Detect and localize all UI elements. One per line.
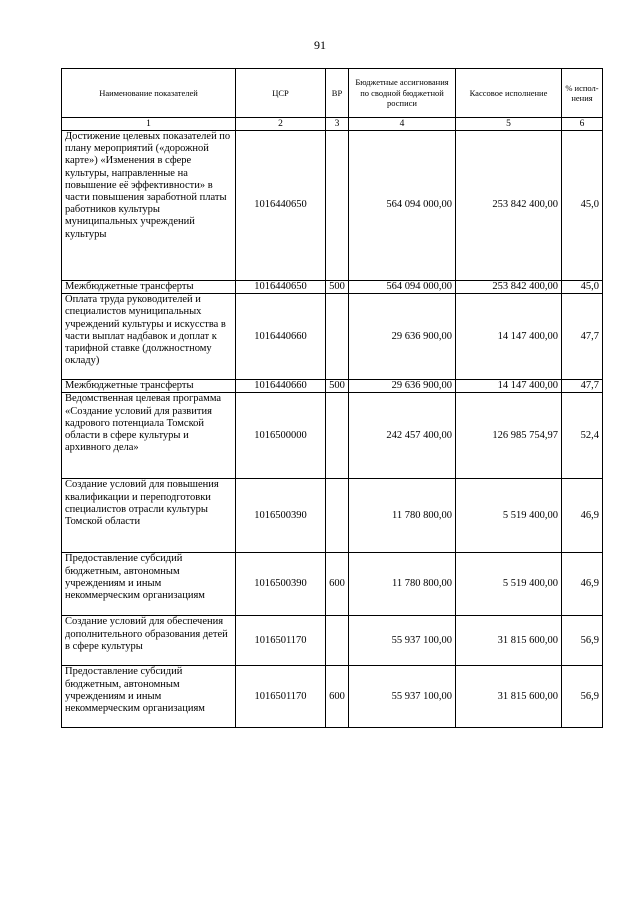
table-row: [62, 553, 603, 616]
header-cash: Кассовое исполнение: [456, 69, 562, 118]
table-row: [62, 294, 603, 380]
indicator-name: Создание условий для повышения квалификации и переподготовки специалистов отрасли культуры Томской области: [62, 479, 236, 553]
percent-value: 45,0: [562, 281, 603, 294]
csr-code: 1016440650: [236, 131, 326, 281]
percent-value: 45,0: [562, 131, 603, 281]
indicator-name: Предоставление субсидий бюджетным, автономным учреждениям и иным некоммерческим организациям: [62, 553, 236, 616]
percent-value: 47,7: [562, 380, 603, 393]
percent-value: 47,7: [562, 294, 603, 380]
budget-execution-table: [61, 68, 603, 728]
column-number-row: [62, 118, 603, 131]
budget-amount: 242 457 400,00: [349, 393, 456, 479]
percent-value: 56,9: [562, 616, 603, 666]
percent-value: 46,9: [562, 553, 603, 616]
budget-amount: 55 937 100,00: [349, 616, 456, 666]
page-number: 91: [314, 38, 326, 52]
budget-amount: 29 636 900,00: [349, 294, 456, 380]
vr-code: [326, 393, 349, 479]
budget-amount: 29 636 900,00: [349, 380, 456, 393]
vr-code: 500: [326, 281, 349, 294]
cash-amount: 5 519 400,00: [456, 553, 562, 616]
column-number: 5: [456, 118, 562, 131]
table-row: [62, 479, 603, 553]
vr-code: [326, 131, 349, 281]
column-number: 2: [236, 118, 326, 131]
header-percent: % испол-нения: [562, 69, 603, 118]
cash-amount: 253 842 400,00: [456, 131, 562, 281]
indicator-name: Ведомственная целевая программа «Создание условий для развития кадрового потенциала Томской области в сфере культуры и архивного дела»: [62, 393, 236, 479]
header-budget: Бюджетные ассигнования по сводной бюджетной росписи: [349, 69, 456, 118]
budget-amount: 11 780 800,00: [349, 553, 456, 616]
indicator-name: Межбюджетные трансферты: [62, 380, 236, 393]
csr-code: 1016440660: [236, 380, 326, 393]
percent-value: 52,4: [562, 393, 603, 479]
cash-amount: 5 519 400,00: [456, 479, 562, 553]
indicator-name: Оплата труда руководителей и специалистов муниципальных учреждений культуры и искусства в части выплат надбавок и доплат к тарифной ставке (должностному окладу): [62, 294, 236, 380]
csr-code: 1016440650: [236, 281, 326, 294]
table-row: [62, 380, 603, 393]
csr-code: 1016500390: [236, 479, 326, 553]
budget-amount: 11 780 800,00: [349, 479, 456, 553]
csr-code: 1016501170: [236, 666, 326, 728]
vr-code: [326, 479, 349, 553]
csr-code: 1016500390: [236, 553, 326, 616]
vr-code: 600: [326, 553, 349, 616]
csr-code: 1016500000: [236, 393, 326, 479]
table-header-row: [62, 69, 603, 118]
vr-code: [326, 294, 349, 380]
percent-value: 56,9: [562, 666, 603, 728]
header-vr: ВР: [326, 69, 349, 118]
budget-amount: 55 937 100,00: [349, 666, 456, 728]
column-number: 3: [326, 118, 349, 131]
vr-code: [326, 616, 349, 666]
column-number: 6: [562, 118, 603, 131]
vr-code: 500: [326, 380, 349, 393]
cash-amount: 14 147 400,00: [456, 380, 562, 393]
indicator-name: Межбюджетные трансферты: [62, 281, 236, 294]
csr-code: 1016440660: [236, 294, 326, 380]
column-number: 4: [349, 118, 456, 131]
budget-amount: 564 094 000,00: [349, 281, 456, 294]
cash-amount: 253 842 400,00: [456, 281, 562, 294]
header-name: Наименование показателей: [62, 69, 236, 118]
cash-amount: 31 815 600,00: [456, 666, 562, 728]
cash-amount: 31 815 600,00: [456, 616, 562, 666]
table-row: [62, 666, 603, 728]
budget-amount: 564 094 000,00: [349, 131, 456, 281]
indicator-name: Предоставление субсидий бюджетным, автономным учреждениям и иным некоммерческим организациям: [62, 666, 236, 728]
indicator-name: Создание условий для обеспечения дополнительного образования детей в сфере культуры: [62, 616, 236, 666]
cash-amount: 14 147 400,00: [456, 294, 562, 380]
indicator-name: Достижение целевых показателей по плану мероприятий («дорожной карте») «Изменения в сфере культуры, направленные на повышение её эффективности» в части повышения заработной платы работников культуры муниципальных учреждений культуры: [62, 131, 236, 281]
percent-value: 46,9: [562, 479, 603, 553]
table-row: [62, 616, 603, 666]
header-csr: ЦСР: [236, 69, 326, 118]
table-row: [62, 131, 603, 281]
table-row: [62, 393, 603, 479]
csr-code: 1016501170: [236, 616, 326, 666]
table-row: [62, 281, 603, 294]
column-number: 1: [62, 118, 236, 131]
cash-amount: 126 985 754,97: [456, 393, 562, 479]
vr-code: 600: [326, 666, 349, 728]
